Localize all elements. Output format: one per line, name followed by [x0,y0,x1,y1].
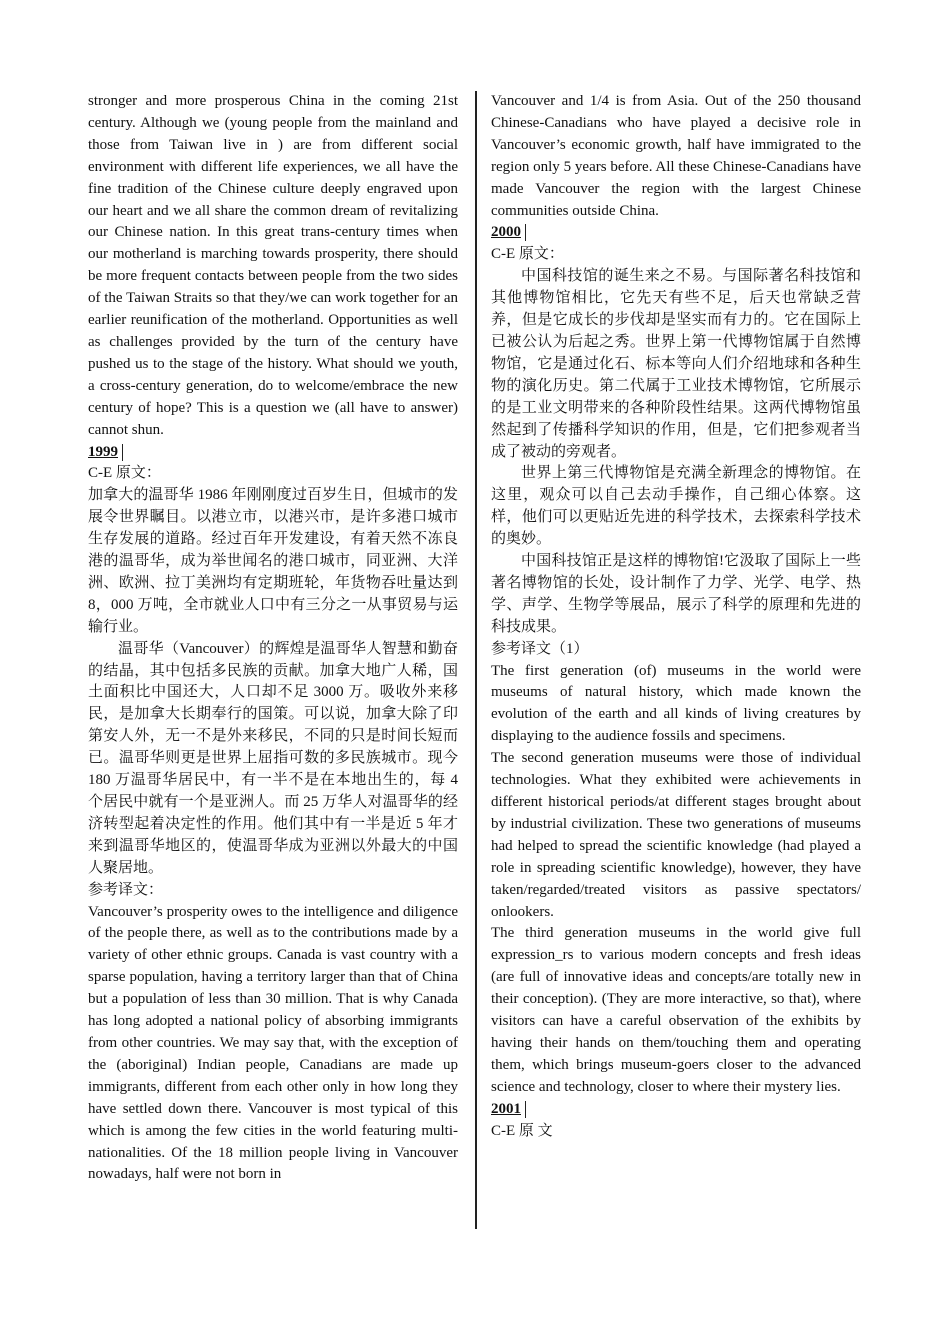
english-paragraph: Vancouver and 1/4 is from Asia. Out of the 250 thousand Chinese-Canadians who have played a decisive role in Vancouver’s economic growth, half have immigrated to the region only 5 years before. All these Chinese-Canadians have made Vancouver the region with the largest Chinese communities outside China. [491,93,861,219]
english-paragraph: The third generation museums in the world give full expression_rs to various modern concepts and fresh ideas (are full of innovative ideas and concepts/are totally new in their conception). (They are more interactive, so that), where visitors can have a careful observation of the exhibits by having their hands on them/touching them and operating them, which brings museum-goers closer to the advanced science and technology, closer to where their mystery lies. [491,925,861,1095]
year-heading-1999: 1999 [88,444,123,461]
chinese-paragraph: 世界上第三代博物馆是充满全新理念的博物馆。在这里，观众可以自己去动手操作，自己细心体察。这样，他们可以更贴近先进的科学技术，去探索科学技术的奥妙。 [491,465,861,548]
year-heading-2001: 2001 [491,1101,526,1118]
year-heading-2000: 2000 [491,224,526,241]
english-paragraph: stronger and more prosperous China in the coming 21st century. Although we (young people from the mainland and those from Taiwan live in ) are from different social environment with different life experiences, we all have the fine tradition of the Chinese culture deeply engraved upon our heart and we all share the common dream of revitalizing our Chinese nation. In this great trans-century times when our motherland is marching towards prosperity, there should be more frequent contacts between people from the two sides of the Taiwan Straits so that they/we can work together for an earlier reunification of the motherland. Opportunities as well as challenges provided by the turn of the century have pushed us to the stage of the history. What should we youth, a cross-century generation, do to welcome/embrace the new century of hope? This is a question we (all have to answer) cannot shun. [88,93,458,438]
english-paragraph: The second generation museums were those of individual technologies. What they exhibited were achievements in different historical periods/at different stages brought about by industrial civilization. These two generations of museums had helped to spread the scientific knowledge (had played a role in spreading scientific knowledge), however, they have taken/regarded/treated visitors as passive spectators/ onlookers. [491,750,861,920]
column-divider [475,91,477,1229]
reference-translation-label: 参考译文： [88,881,164,898]
english-paragraph: The first generation (of) museums in the world were museums of natural history, which made known the evolution of the earth and all kinds of living creatures by displaying to the audience fossils and specimens. [491,662,861,745]
left-column [88,91,458,1186]
chinese-paragraph: 加拿大的温哥华 1986 年刚刚度过百岁生日，但城市的发展令世界瞩目。以港立市，以港兴市，是许多港口城市生存发展的道路。经过百年开发建设，有着天然不冻良港的温哥华，成为举世闻名的港口城市，同亚洲、大洋洲、欧洲、拉丁美洲均有定期班轮，年货物吞吐量达到 8，000 万吨，全市就业人口中有三分之一从事贸易与运输行业。 [88,487,458,635]
reference-translation-label: 参考译文（1） [491,640,589,657]
ce-source-label: C-E 原文： [491,246,564,263]
chinese-paragraph: 中国科技馆的诞生来之不易。与国际著名科技馆和其他博物馆相比，它先天有些不足，后天也常缺乏营养，但是它成长的步伐却是坚实而有力的。它在国际上已被公认为后起之秀。世界上第一代博物馆属于自然博物馆，它是通过化石、标本等向人们介绍地球和各种生物的演化历史。第二代属于工业技术博物馆，它所展示的是工业文明带来的各种阶段性结果。这两代博物馆虽然起到了传播科学知识的作用，但是，它们把参观者当成了被动的旁观者。 [491,268,861,460]
ce-source-label: C-E 原 文 [491,1122,553,1139]
chinese-paragraph: 温哥华（Vancouver）的辉煌是温哥华人智慧和勤奋的结晶，其中包括多民族的贡献。加拿大地广人稀，国土面积比中国还大，人口却不足 3000 万。吸收外来移民，是加拿大长期奉行的国策。可以说，加拿大除了印第安人外，无一不是外来移民，不同的只是时间长短而已。温哥华则更是世界上屈指可数的多民族城市。现今 180 万温哥华居民中，有一半不是在本地出生的，每 4 个居民中就有一个是亚洲人。而 25 万华人对温哥华的经济转型起着决定性的作用。他们其中有一半是近 5 年才来到温哥华地区的，使温哥华成为亚洲以外最大的中国人聚居地。 [88,640,458,876]
chinese-paragraph: 中国科技馆正是这样的博物馆!它汲取了国际上一些著名博物馆的长处，设计制作了力学、光学、电学、热学、声学、生物学等展品，展示了科学的原理和先进的科技成果。 [491,553,861,635]
ce-source-label: C-E 原文： [88,465,161,482]
english-paragraph: Vancouver’s prosperity owes to the intelligence and diligence of the people there, as well as to the contributions made by a variety of other ethnic groups. Canada is vast country with a sparse population, having a territory larger than that of China but a population of less than 30 million. That is why Canada has long adopted a national policy of absorbing immigrants from other countries. We may say that, with the exception of the (aboriginal) Indian people, Canadians are made up immigrants, different from each other only in how long they have settled down there. Vancouver is most typical of this which is among the few cities in the world featuring multi-nationalities. Of the 18 million people living in Vancouver nowadays, half were not born in [88,903,458,1183]
right-column [491,91,861,1143]
